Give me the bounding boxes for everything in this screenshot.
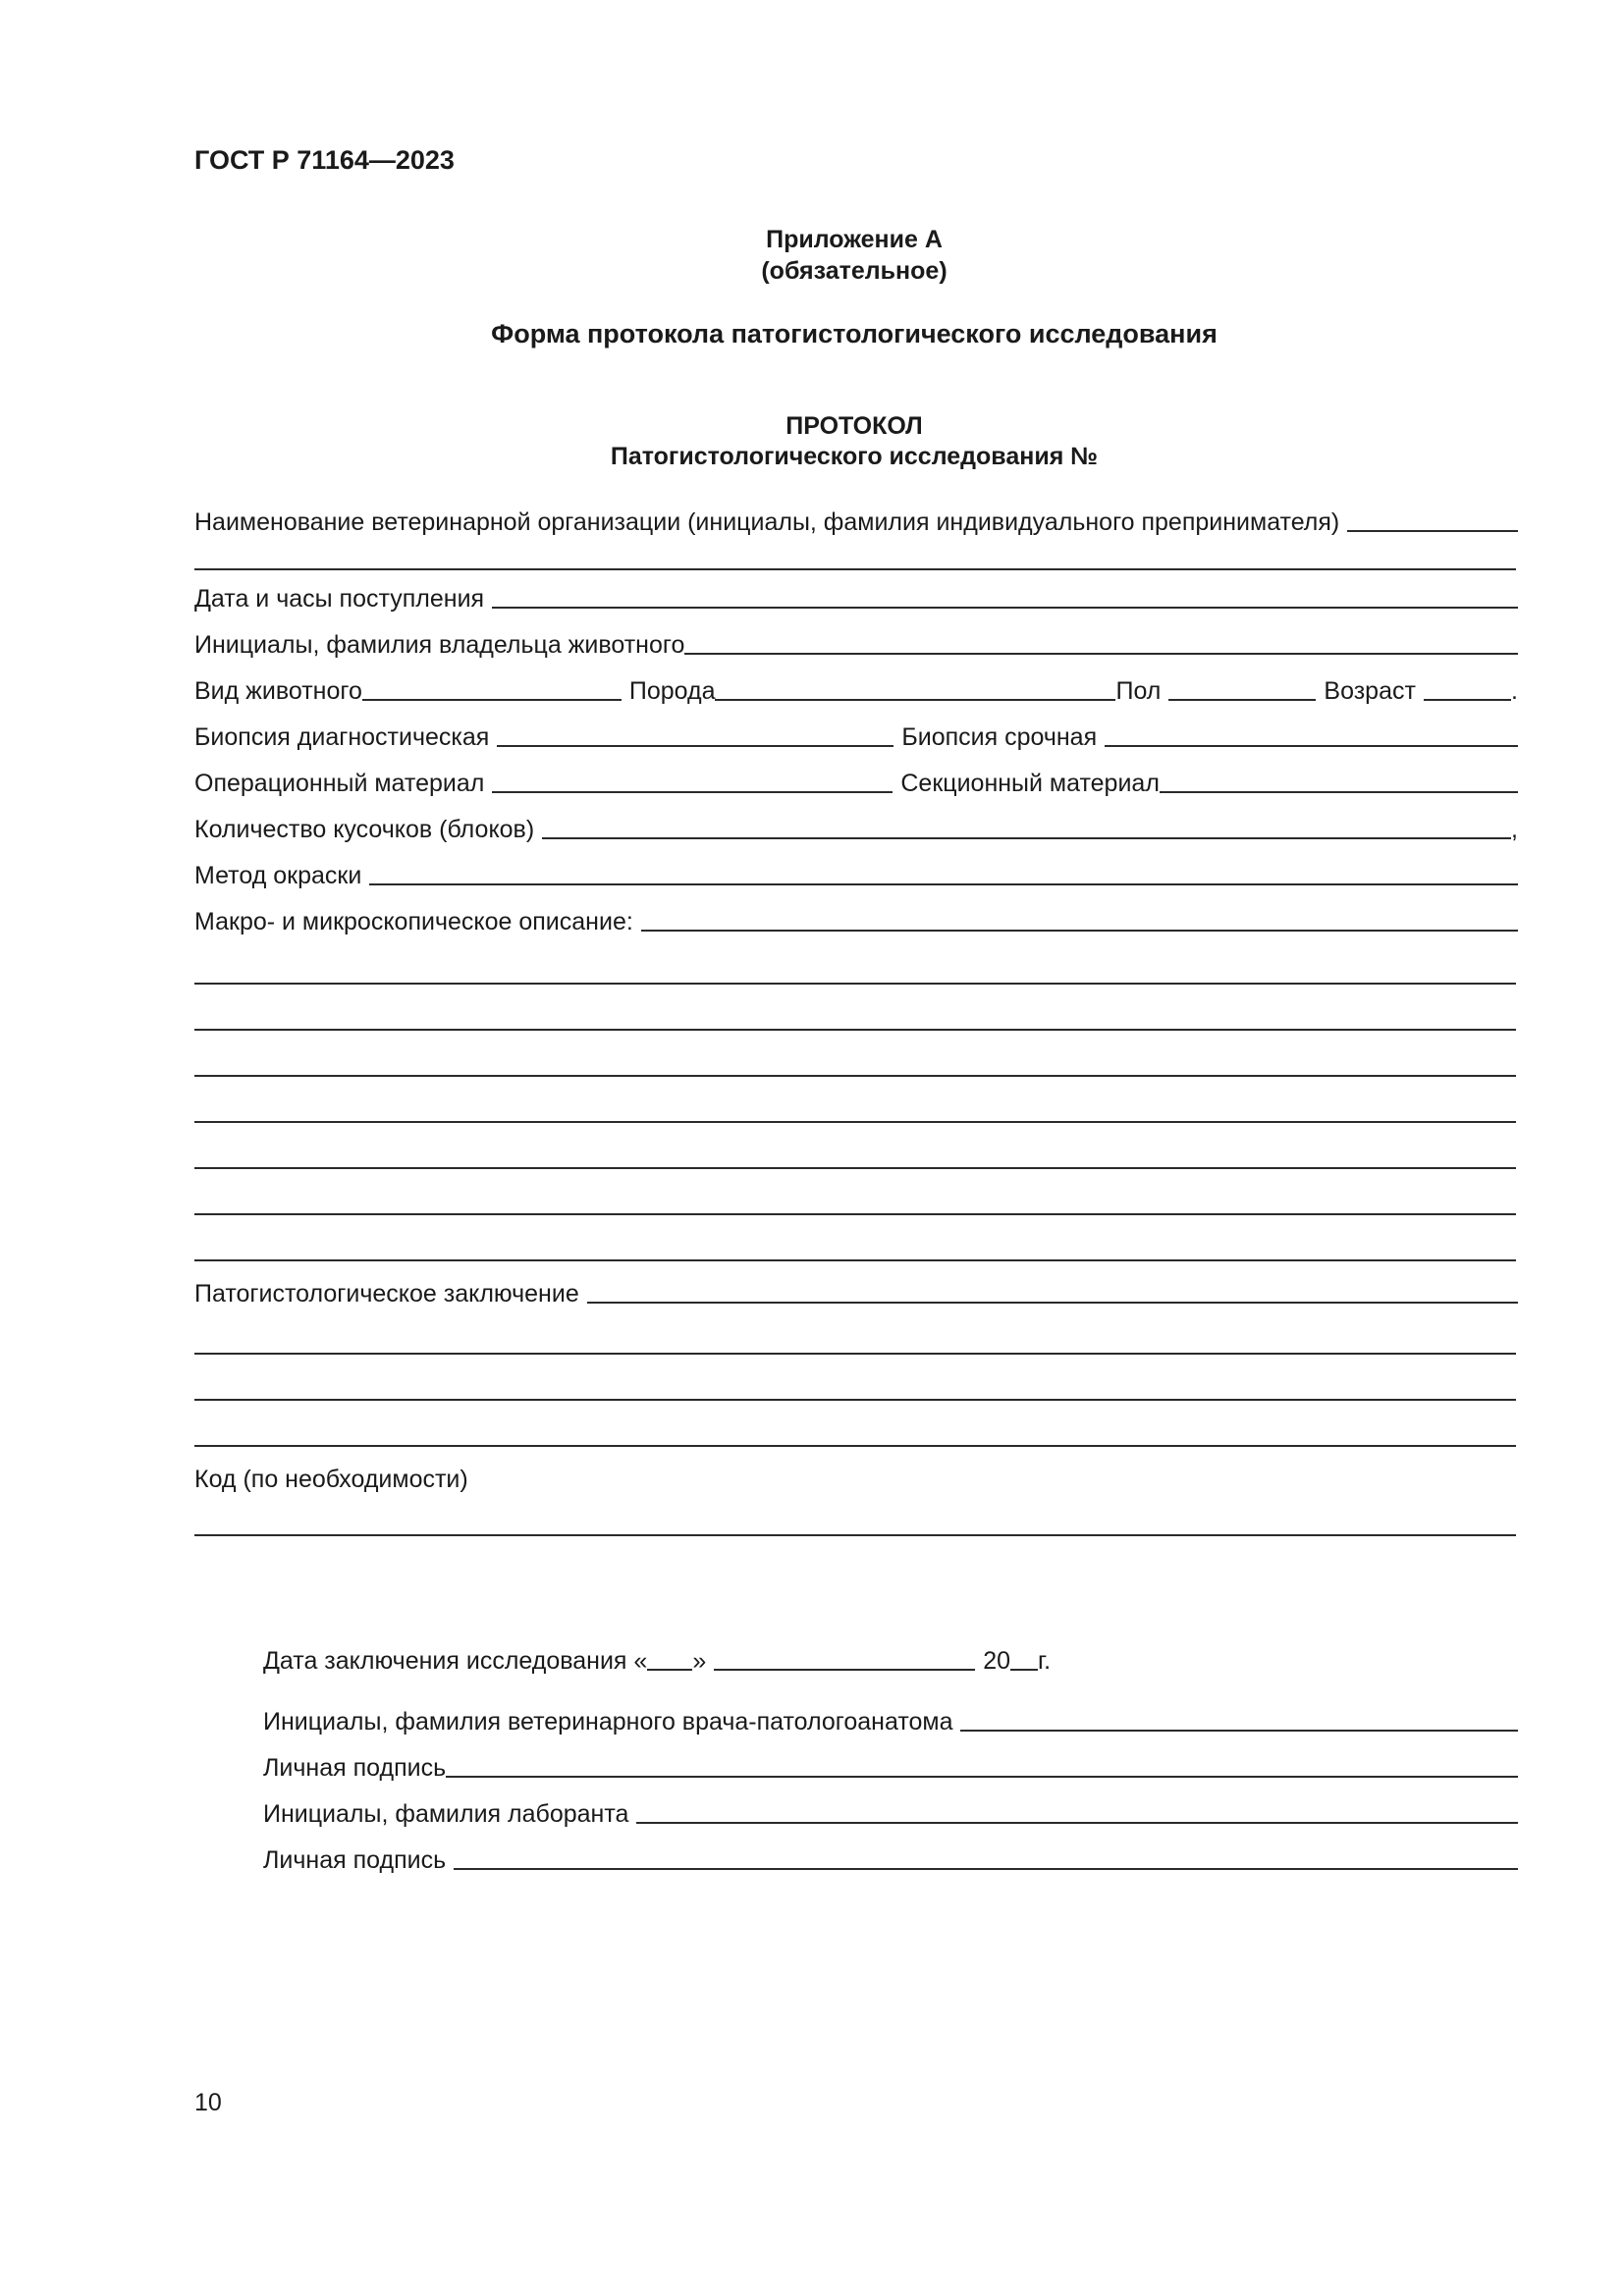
lab-row bbox=[263, 1798, 1518, 1830]
lab-label: Инициалы, фамилия лаборанта bbox=[263, 1800, 629, 1828]
sign1-label: Личная подпись bbox=[263, 1754, 447, 1782]
stain-row bbox=[194, 860, 1518, 891]
stain-label: Метод окраски bbox=[194, 862, 362, 889]
owner-label: Инициалы, фамилия владельца животного bbox=[194, 631, 685, 659]
pieces-label: Количество кусочков (блоков) bbox=[194, 816, 535, 843]
org-label: Наименование ветеринарной организации (инициалы, фамилия индивидуального препринимателя) bbox=[194, 508, 1340, 536]
biopsy-diag-field[interactable] bbox=[497, 745, 893, 747]
date-end: г. bbox=[1038, 1647, 1052, 1675]
biopsy-urgent-label: Биопсия срочная bbox=[901, 723, 1098, 751]
org-field[interactable] bbox=[1347, 530, 1518, 532]
age-end: . bbox=[1511, 677, 1518, 705]
stain-field[interactable] bbox=[369, 883, 1518, 885]
age-field[interactable] bbox=[1424, 699, 1511, 701]
material-row bbox=[194, 768, 1518, 799]
biopsy-diag-label: Биопсия диагностическая bbox=[194, 723, 490, 751]
date-day-field[interactable] bbox=[647, 1669, 692, 1671]
biopsy-urgent-field[interactable] bbox=[1105, 745, 1518, 747]
code-row bbox=[194, 1464, 1518, 1495]
date-year-field[interactable] bbox=[1010, 1669, 1038, 1671]
description-field[interactable] bbox=[641, 930, 1518, 932]
conclusion-row bbox=[194, 1278, 1518, 1309]
breed-label: Порода bbox=[628, 677, 716, 705]
description-line[interactable] bbox=[194, 1167, 1516, 1169]
protocol-title: ПРОТОКОЛ bbox=[785, 412, 923, 440]
sex-field[interactable] bbox=[1168, 699, 1316, 701]
owner-field[interactable] bbox=[684, 653, 1518, 655]
description-label: Макро- и микроскопическое описание: bbox=[194, 908, 633, 935]
sign2-row bbox=[263, 1844, 1518, 1876]
conclusion-line[interactable] bbox=[194, 1353, 1516, 1355]
owner-row bbox=[194, 629, 1518, 661]
sign1-row bbox=[263, 1752, 1518, 1784]
pieces-row bbox=[194, 814, 1518, 845]
sign2-label: Личная подпись bbox=[263, 1846, 447, 1874]
description-row bbox=[194, 906, 1518, 937]
lab-field[interactable] bbox=[636, 1822, 1518, 1824]
biopsy-row bbox=[194, 721, 1518, 753]
conclusion-field[interactable] bbox=[587, 1302, 1518, 1304]
protocol-subtitle: Патогистологического исследования № bbox=[610, 443, 1099, 470]
date-mid: » bbox=[692, 1647, 707, 1675]
description-line[interactable] bbox=[194, 1029, 1516, 1031]
sex-label: Пол bbox=[1115, 677, 1162, 705]
description-line[interactable] bbox=[194, 983, 1516, 985]
conclusion-line[interactable] bbox=[194, 1399, 1516, 1401]
date-row bbox=[263, 1645, 1518, 1677]
vet-field[interactable] bbox=[960, 1730, 1518, 1732]
sect-material-label: Секционный материал bbox=[900, 770, 1160, 797]
standard-number: ГОСТ Р 71164—2023 bbox=[194, 145, 455, 175]
species-label: Вид животного bbox=[194, 677, 362, 705]
org-row bbox=[194, 507, 1518, 538]
arrival-field[interactable] bbox=[492, 607, 1518, 609]
arrival-row bbox=[194, 583, 1518, 614]
breed-field[interactable] bbox=[715, 699, 1115, 701]
conclusion-label: Патогистологическое заключение bbox=[194, 1280, 579, 1308]
date-month-field[interactable] bbox=[714, 1669, 975, 1671]
vet-row bbox=[263, 1706, 1518, 1737]
op-material-label: Операционный материал bbox=[194, 770, 485, 797]
date-year: 20 bbox=[983, 1647, 1011, 1675]
code-field[interactable] bbox=[194, 1534, 1516, 1536]
sign1-field[interactable] bbox=[446, 1776, 1518, 1778]
pieces-field[interactable] bbox=[542, 837, 1511, 839]
arrival-label: Дата и часы поступления bbox=[194, 585, 485, 613]
animal-row bbox=[194, 675, 1518, 707]
page-number: 10 bbox=[194, 2089, 222, 2116]
description-line[interactable] bbox=[194, 1213, 1516, 1215]
date-label: Дата заключения исследования « bbox=[263, 1647, 648, 1675]
appendix-title: Приложение А bbox=[766, 226, 943, 253]
org-field-line2[interactable] bbox=[194, 568, 1516, 570]
code-label: Код (по необходимости) bbox=[194, 1466, 468, 1493]
age-label: Возраст bbox=[1324, 677, 1416, 705]
appendix-status: (обязательное) bbox=[761, 257, 947, 285]
conclusion-line[interactable] bbox=[194, 1445, 1516, 1447]
vet-label: Инициалы, фамилия ветеринарного врача-патологоанатома bbox=[263, 1708, 953, 1735]
sect-material-field[interactable] bbox=[1160, 791, 1518, 793]
sign2-field[interactable] bbox=[454, 1868, 1518, 1870]
op-material-field[interactable] bbox=[492, 791, 893, 793]
description-line[interactable] bbox=[194, 1259, 1516, 1261]
pieces-end: , bbox=[1511, 816, 1518, 843]
description-line[interactable] bbox=[194, 1075, 1516, 1077]
form-title: Форма протокола патогистологического исследования bbox=[491, 319, 1218, 348]
species-field[interactable] bbox=[362, 699, 622, 701]
description-line[interactable] bbox=[194, 1121, 1516, 1123]
